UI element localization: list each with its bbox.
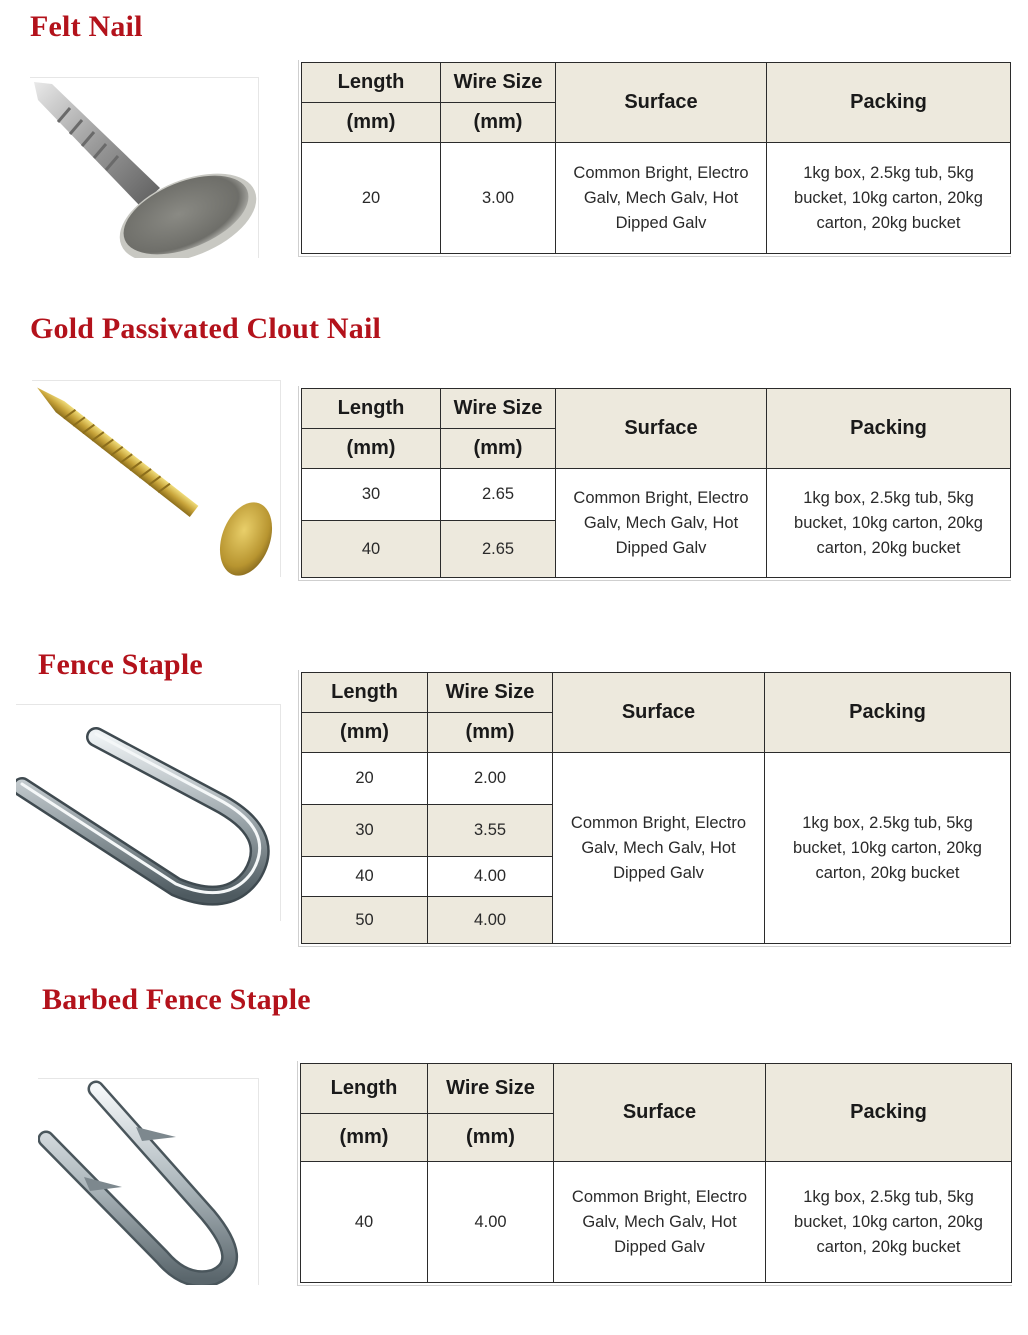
cell-wire-size: 3.00 (441, 143, 556, 254)
cell-length: 20 (302, 753, 428, 805)
header-wire-size: Wire Size (441, 63, 556, 103)
header-length: Length (302, 673, 428, 713)
cell-length: 50 (302, 897, 428, 944)
cell-length: 30 (302, 805, 428, 857)
header-length-unit: (mm) (302, 429, 441, 469)
header-surface: Surface (556, 63, 767, 143)
header-length-unit: (mm) (302, 713, 428, 753)
section-title-gold-clout-nail: Gold Passivated Clout Nail (30, 312, 382, 345)
section-title-fence-staple: Fence Staple (38, 648, 203, 681)
cell-wire-size: 4.00 (428, 897, 553, 944)
cell-length: 40 (302, 857, 428, 897)
cell-packing: 1kg box, 2.5kg tub, 5kg bucket, 10kg carton, 20kg carton, 20kg bucket (767, 143, 1011, 254)
header-wire-size: Wire Size (441, 389, 556, 429)
header-length-unit: (mm) (301, 1114, 428, 1162)
cell-wire-size: 2.65 (441, 469, 556, 521)
cell-length: 30 (302, 469, 441, 521)
cell-surface: Common Bright, Electro Galv, Mech Galv, Hot Dipped Galv (553, 753, 765, 944)
cell-wire-size: 3.55 (428, 805, 553, 857)
header-length: Length (301, 1064, 428, 1114)
cell-surface: Common Bright, Electro Galv, Mech Galv, Hot Dipped Galv (556, 469, 767, 578)
header-wire-unit: (mm) (428, 1114, 554, 1162)
header-packing: Packing (767, 63, 1011, 143)
cell-wire-size: 4.00 (428, 1162, 554, 1283)
felt-nail-photo (30, 77, 259, 258)
cell-wire-size: 2.00 (428, 753, 553, 805)
spec-table-fence-staple (298, 670, 1011, 947)
header-wire-unit: (mm) (428, 713, 553, 753)
header-length: Length (302, 63, 441, 103)
header-surface: Surface (554, 1064, 766, 1162)
cell-surface: Common Bright, Electro Galv, Mech Galv, Hot Dipped Galv (554, 1162, 766, 1283)
spec-table-barbed-fence-staple (297, 1061, 1012, 1286)
header-length: Length (302, 389, 441, 429)
header-length-unit: (mm) (302, 103, 441, 143)
header-wire-unit: (mm) (441, 429, 556, 469)
header-wire-size: Wire Size (428, 1064, 554, 1114)
barbed-fence-staple-photo (38, 1078, 259, 1285)
spec-table-gold-clout-nail (298, 386, 1011, 581)
cell-packing: 1kg box, 2.5kg tub, 5kg bucket, 10kg carton, 20kg carton, 20kg bucket (765, 753, 1011, 944)
header-surface: Surface (556, 389, 767, 469)
gold-clout-nail-photo (32, 380, 281, 577)
cell-length: 40 (301, 1162, 428, 1283)
header-packing: Packing (766, 1064, 1012, 1162)
cell-packing: 1kg box, 2.5kg tub, 5kg bucket, 10kg carton, 20kg carton, 20kg bucket (766, 1162, 1012, 1283)
header-surface: Surface (553, 673, 765, 753)
cell-length: 20 (302, 143, 441, 254)
cell-wire-size: 4.00 (428, 857, 553, 897)
header-wire-size: Wire Size (428, 673, 553, 713)
cell-surface: Common Bright, Electro Galv, Mech Galv, Hot Dipped Galv (556, 143, 767, 254)
header-packing: Packing (765, 673, 1011, 753)
section-title-barbed-fence-staple: Barbed Fence Staple (42, 983, 311, 1016)
cell-length: 40 (302, 521, 441, 578)
header-wire-unit: (mm) (441, 103, 556, 143)
spec-table-felt-nail (298, 60, 1011, 257)
cell-wire-size: 2.65 (441, 521, 556, 578)
header-packing: Packing (767, 389, 1011, 469)
fence-staple-photo (16, 704, 281, 921)
section-title-felt-nail: Felt Nail (30, 10, 143, 43)
cell-packing: 1kg box, 2.5kg tub, 5kg bucket, 10kg carton, 20kg carton, 20kg bucket (767, 469, 1011, 578)
